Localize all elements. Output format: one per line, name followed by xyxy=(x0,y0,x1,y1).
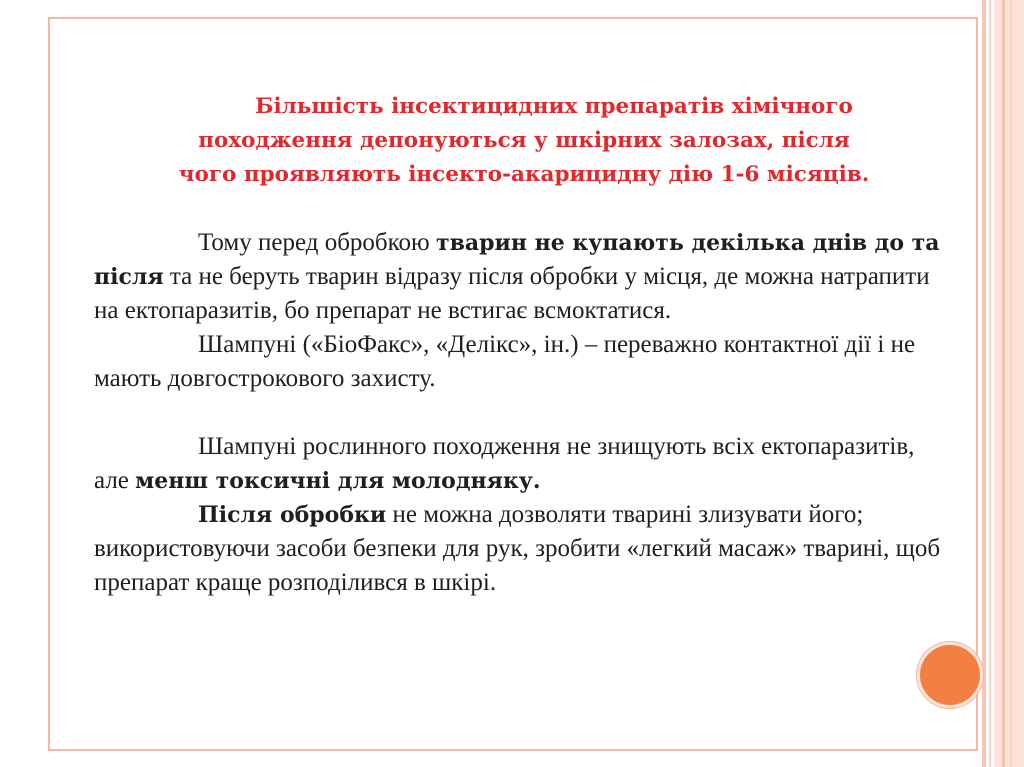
title-line: чого проявляють інсекто-акарицидну дію 1-6 місяців. xyxy=(178,162,870,187)
decor-stripe xyxy=(994,0,1024,767)
paragraph-bathing xyxy=(94,226,954,328)
decor-circle xyxy=(917,642,983,708)
slide-title xyxy=(94,90,954,192)
paragraph-text: використовуючи засоби безпеки для рук, зробити «легкий масаж» тварині, щоб препарат краще розподілився в шкірі. xyxy=(94,535,941,596)
paragraph-shampoos xyxy=(94,328,954,396)
emphasis-text: тварин не купають декілька днів до та після xyxy=(94,230,940,290)
paragraph-text: Тому перед обробкою xyxy=(198,229,436,256)
paragraph-text: Шампуні рослинного походження не знищують всіх ектопаразитів, але xyxy=(94,433,915,494)
decor-stripe xyxy=(989,0,991,767)
paragraph-after-treatment xyxy=(94,498,954,532)
title-line: походження депонуються у шкірних залозах, після xyxy=(198,128,850,153)
decor-stripe xyxy=(1002,0,1005,767)
emphasis-text: менш токсичні для молодняку. xyxy=(135,468,541,494)
title-line: Більшість інсектицидних препаратів хімічного xyxy=(255,94,853,119)
paragraph-text: Шампуні («БіоФакс», «Делікс», ін.) – переважно контактної дії і не мають довгострокового захисту. xyxy=(94,331,916,392)
decor-stripe xyxy=(982,0,986,767)
slide-content xyxy=(94,90,954,600)
paragraph-herbal-shampoos xyxy=(94,430,954,498)
slide-body xyxy=(94,226,954,600)
paragraph-text: та не беруть тварин відразу після обробки у місця, де можна натрапити на ектопаразитів, бо препарат не встигає всмоктатися. xyxy=(94,263,930,324)
paragraph-text: не можна дозволяти тварині злизувати його; xyxy=(386,501,864,528)
emphasis-text: Після обробки xyxy=(198,502,387,528)
decor-stripe xyxy=(1010,0,1012,767)
paragraph-massage xyxy=(94,532,954,600)
